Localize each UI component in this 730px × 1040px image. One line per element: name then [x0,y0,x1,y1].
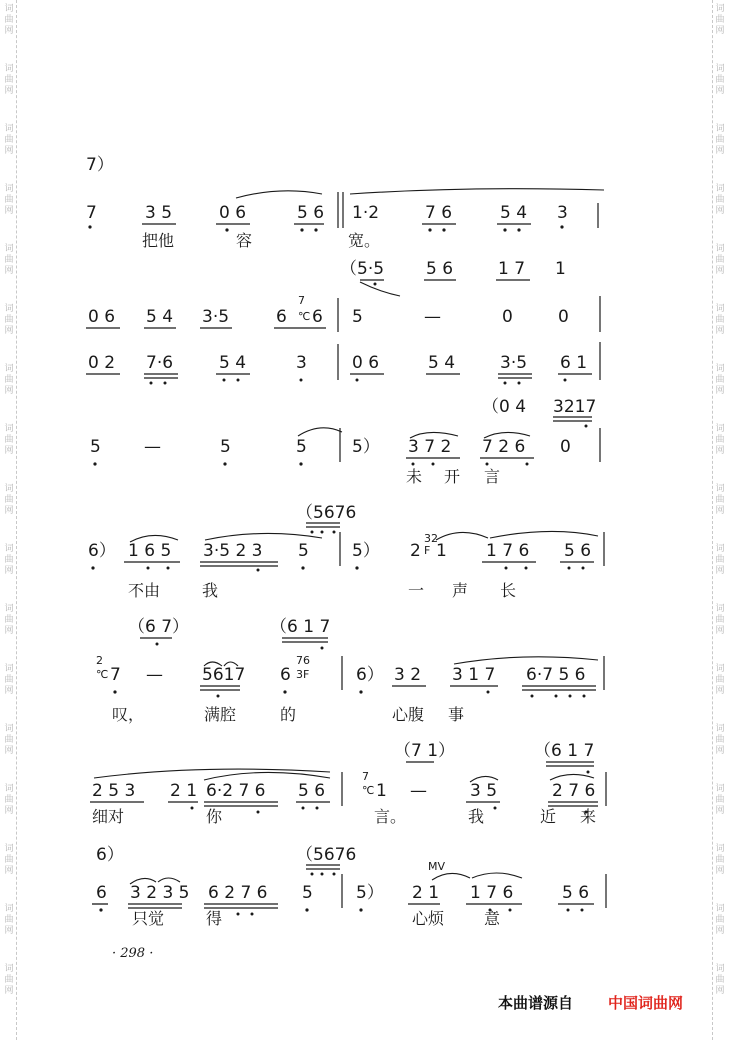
note: 2 5 3 [92,781,136,801]
lyric: 言。 [374,807,407,826]
note: 3 2 3 5 [130,883,190,903]
note: 1 7 6 [486,541,530,561]
note: 6 [280,665,291,685]
note: 5 6 [298,781,326,801]
watermark-text: 词 曲 网 [715,304,725,336]
note: 3 5 [145,203,173,223]
lyric: 容 [236,231,253,250]
score-row-7 [90,741,606,826]
grace-note: ℃ [96,668,109,681]
lyric: 开 [444,467,461,486]
bracket-note: （6 7） [128,617,190,637]
bracket-note: （5676 [296,503,357,523]
watermark-text: 词 曲 网 [4,904,14,936]
note: 2 7 6 [552,781,596,801]
watermark-text: 词 曲 网 [4,124,14,156]
note: 5） [356,883,384,903]
note: 7·6 [146,353,174,373]
note: 3 [296,353,307,373]
score-row-4 [90,397,600,486]
note: 1·2 [352,203,380,223]
watermark-text: 词 曲 网 [4,544,14,576]
lyric: 心烦 [412,909,445,928]
score-row-8 [92,845,606,928]
lyric: 我 [468,807,485,826]
note: 0 2 [88,353,116,373]
grace-note: F [424,544,431,557]
note: 6） [88,541,116,561]
note: 0 [560,437,571,457]
note: 5） [352,437,380,457]
watermark-text: 词 曲 网 [4,964,14,996]
watermark-text: 词 曲 网 [715,904,725,936]
note: 1 6 5 [128,541,172,561]
note: 3 [557,203,568,223]
watermark-text: 词 曲 网 [715,124,725,156]
bracket-note: 1 7 [498,259,526,279]
score-row-1 [86,155,604,250]
lyric: 的 [280,705,297,724]
lyric: 不由 [128,581,161,600]
lyric: 把他 [142,231,175,250]
note: 5 [220,437,231,457]
note: 3·5 2 3 [203,541,263,561]
watermark-text: 词 曲 网 [4,184,14,216]
bracket-note: （6 1 7 [534,741,595,761]
grace-note: 7 [362,770,369,783]
note: 6·2 7 6 [206,781,266,801]
note: 5 [296,437,307,457]
footer-source-label: 本曲谱源自 [498,994,574,1012]
grace-note: ℃ [298,310,311,323]
lyric: 事 [448,705,465,724]
watermark-text: 词 曲 网 [4,724,14,756]
note: 2 [410,541,421,561]
lyric: 未 [406,467,423,486]
note: 6 1 [560,353,588,373]
lyric: 你 [206,807,223,826]
note: 5 [352,307,363,327]
note: 2 1 [170,781,198,801]
grace-note: 7 [298,294,305,307]
note: 0 6 [352,353,380,373]
note: 7 2 6 [482,437,526,457]
lyric: 言 [484,467,501,486]
ornament: MV [428,860,446,873]
note: 6·7 5 6 [526,665,586,685]
note: — [424,307,441,327]
note: 3 2 [394,665,422,685]
note: 5 4 [500,203,528,223]
watermark-text: 词 曲 网 [715,244,725,276]
note: 5） [352,541,380,561]
note: 1 [376,781,387,801]
grace-note: 2 [96,654,103,667]
note: 2 1 [412,883,440,903]
lyric: 细对 [92,807,125,826]
grace-note: 76 [296,654,310,667]
note: 1 7 6 [470,883,514,903]
score-row-3 [86,342,600,385]
pre-note: 6） [96,845,124,865]
note: 3 1 7 [452,665,496,685]
lyric: 意 [484,909,501,928]
watermark-text: 词 曲 网 [715,64,725,96]
note: 6 [312,307,323,327]
watermark-text: 词 曲 网 [715,4,725,36]
grace-note: 32 [424,532,438,545]
note: — [144,437,161,457]
bracket-note: （5676 [296,845,357,865]
lyric: 长 [500,581,517,600]
note: 1 [436,541,447,561]
watermark-text: 词 曲 网 [4,784,14,816]
note: 7 [110,665,121,685]
watermark-text: 词 曲 网 [4,484,14,516]
watermark-text: 词 曲 网 [4,844,14,876]
watermark-text: 词 曲 网 [715,664,725,696]
note: 0 6 [219,203,247,223]
note: 0 [502,307,513,327]
lyric: 来 [580,807,597,826]
lyric: 得 [206,909,223,928]
pre-note: 7） [86,155,114,175]
note: 5 4 [146,307,174,327]
note: 6） [356,665,384,685]
grace-note: 3F [296,668,310,681]
note: 7 6 [425,203,453,223]
watermark-text: 词 曲 网 [4,244,14,276]
lyric: 只觉 [132,909,165,928]
lyric: 我 [202,581,219,600]
watermark-text: 词 曲 网 [715,784,725,816]
watermark-text: 词 曲 网 [715,544,725,576]
score-row-6 [96,617,604,724]
note: — [146,665,163,685]
page-number: · 298 · [112,946,154,961]
bracket-note: 1 [555,259,566,279]
note: 7 [86,203,97,223]
bracket-note: （6 1 7 [270,617,331,637]
note: 6 2 7 6 [208,883,268,903]
bracket-note: （5·5 [340,259,385,279]
note: 5 6 [297,203,325,223]
note: 5 4 [428,353,456,373]
note: 6 [96,883,107,903]
score-row-2 [86,259,600,332]
footer-site-link[interactable]: 中国词曲网 [608,994,684,1012]
lyric: 一 [408,581,425,600]
watermark-text: 词 曲 网 [715,364,725,396]
watermark-text: 词 曲 网 [4,64,14,96]
watermark-text: 词 曲 网 [715,424,725,456]
note: 0 [558,307,569,327]
bracket-note: （7 1） [394,741,456,761]
note: 5 [302,883,313,903]
lyric: 满腔 [204,705,237,724]
lyric: 声 [452,581,469,600]
bracket-note: 3217 [553,397,597,417]
note: 3·5 [500,353,528,373]
bracket-note: （0 4 [482,397,527,417]
note: 5 [298,541,309,561]
lyric: 心腹 [392,705,425,724]
watermark-text: 词 曲 网 [715,724,725,756]
lyric: 近 [540,807,557,826]
note: 5 [90,437,101,457]
watermark-text: 词 曲 网 [715,184,725,216]
bracket-note: 5 6 [426,259,454,279]
note: 5 6 [564,541,592,561]
note: 0 6 [88,307,116,327]
note: 3·5 [202,307,230,327]
score-row-5 [88,503,604,600]
note: 3 5 [470,781,498,801]
watermark-text: 词 曲 网 [4,4,14,36]
note: 5 4 [219,353,247,373]
grace-note: ℃ [362,784,375,797]
watermark-text: 词 曲 网 [4,604,14,636]
watermark-text: 词 曲 网 [715,964,725,996]
watermark-text: 词 曲 网 [4,304,14,336]
watermark-text: 词 曲 网 [4,664,14,696]
note: 6 [276,307,287,327]
note: 5617 [202,665,246,685]
note: — [410,781,427,801]
lyric: 叹， [112,705,145,724]
watermark-text: 词 曲 网 [715,484,725,516]
watermark-text: 词 曲 网 [4,364,14,396]
note: 3 7 2 [408,437,452,457]
note: 5 6 [562,883,590,903]
lyric: 宽。 [348,231,381,250]
watermark-text: 词 曲 网 [4,424,14,456]
watermark-text: 词 曲 网 [715,604,725,636]
watermark-text: 词 曲 网 [715,844,725,876]
